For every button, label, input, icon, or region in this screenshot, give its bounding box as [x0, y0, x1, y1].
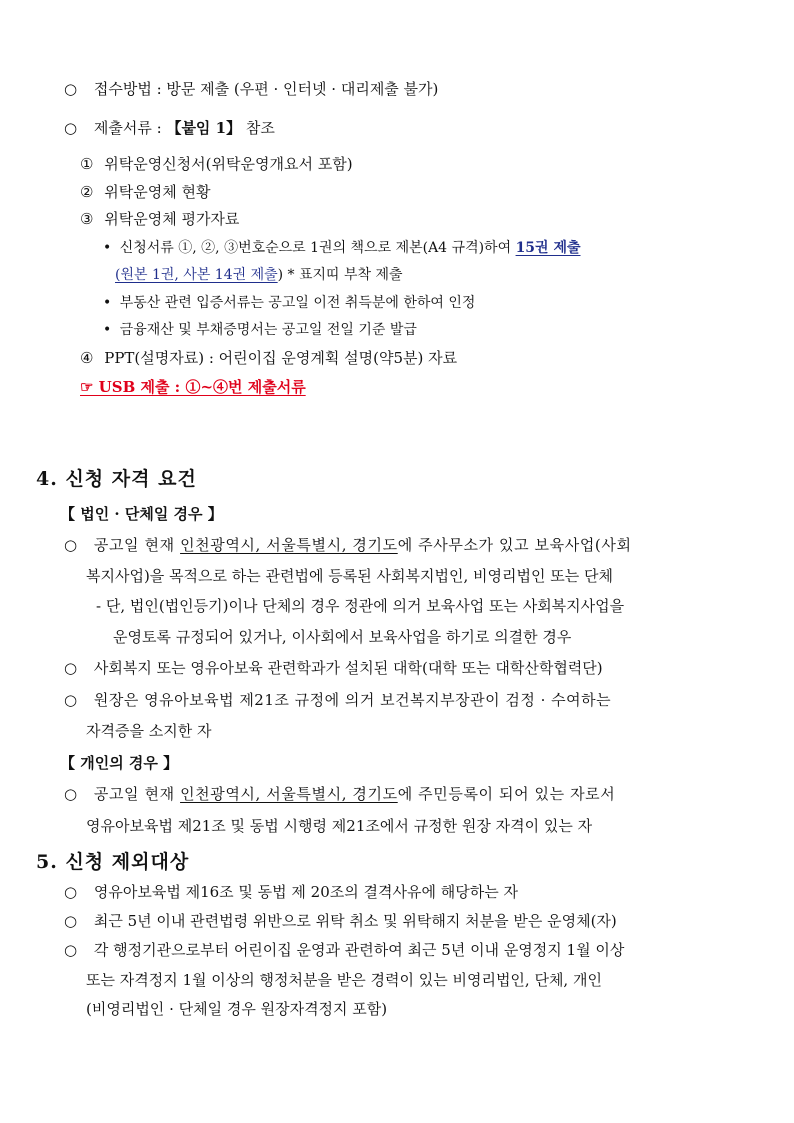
attachment-ref: 【붙임 1】 [166, 119, 242, 137]
excl-bullet-3-line2: 또는 자격정지 1월 이상의 행정처분을 받은 경력이 있는 비영리법인, 단체, 개인 [86, 971, 602, 989]
corp-bullet-3 [64, 689, 611, 710]
corp-bullet-3-text: 원장은 영유아보육법 제21조 규정에 의거 보건복지부장관이 검정 · 수여하는 [93, 691, 612, 709]
corp-b1-post: 에 주사무소가 있고 보육사업(사회 [397, 536, 632, 554]
ind-b1-post: 에 주민등록이 되어 있는 자로서 [397, 785, 616, 803]
doc-item-text: 위탁운영신청서(위탁운영개요서 포함) [104, 155, 353, 173]
sub-item-finance [103, 319, 417, 339]
bullet-circle: ○ [64, 80, 78, 98]
bullet-circle: ○ [64, 119, 78, 137]
doc-item-text: PPT(설명자료) : 어린이집 운영계획 설명(약5분) 자료 [104, 349, 458, 367]
corp-bullet-2 [64, 657, 603, 678]
sub-item-text: 금융재산 및 부채증명서는 공고일 전일 기준 발급 [119, 322, 417, 338]
submit-docs-label: 제출서류 : [93, 119, 167, 137]
corp-bullet-3-line2: 자격증을 소지한 자 [86, 722, 212, 740]
excl-bullet-3-text: 각 행정기관으로부터 어린이집 운영과 관련하여 최근 5년 이내 운영정지 1월 이상 [93, 941, 625, 959]
sub-item-binding-text: 신청서류 ①, ②, ③번호순으로 1권의 책으로 제본(A4 규격)하여 [119, 240, 516, 256]
ind-bullet-1-text [94, 785, 616, 803]
ind-bullet-1-line2: 영유아보육법 제21조 및 동법 시행령 제21조에서 규정한 원장 자격이 있는 자 [86, 817, 593, 835]
doc-item-num: ① [80, 155, 94, 173]
submit-method-text: 접수방법 : 방문 제출 (우편 · 인터넷 · 대리제출 불가) [93, 80, 439, 98]
original-copy-note: (원본 1권, 사본 14권 제출 [115, 267, 278, 283]
corp-bullet-1 [64, 534, 732, 555]
corp-dash-line2: 운영토록 규정되어 있거나, 이사회에서 보육사업을 하기로 의결한 경우 [113, 628, 572, 646]
submit-docs-suffix: 참조 [241, 119, 275, 137]
corp-dash-line1: - 단, 법인(법인등기)이나 단체의 경우 정관에 의거 보육사업 또는 사회복지사업을 [96, 597, 625, 615]
sub-item-binding-cont [115, 264, 403, 284]
corp-b1-pre: 공고일 현재 [93, 536, 181, 554]
cover-band-note: ) * 표지띠 부착 제출 [277, 267, 403, 283]
section-4-title: 4. 신청 자격 요건 [36, 468, 197, 490]
doc-item-num: ③ [80, 210, 94, 228]
doc-item-text: 위탁운영체 현황 [104, 183, 211, 201]
corp-bullet-1-text [94, 536, 632, 554]
submit-method-line [64, 78, 438, 99]
sub-item-text: 부동산 관련 입증서류는 공고일 이전 취득분에 한하여 인정 [119, 295, 476, 311]
region-list: 인천광역시, 서울특별시, 경기도 [180, 536, 398, 554]
corp-bullet-1-line2: 복지사업)을 목적으로 하는 관련법에 등록된 사회복지법인, 비영리법인 또는 단체 [86, 567, 613, 585]
doc-item-num: ② [80, 183, 94, 201]
usb-submission-note: ☞ USB 제출 : ①~④번 제출서류 [80, 378, 306, 396]
excl-bullet-3-line3: (비영리법인 · 단체일 경우 원장자격정지 포함) [86, 1000, 388, 1018]
excl-bullet-3 [64, 939, 624, 960]
doc-item-3 [80, 208, 239, 229]
bullet-circle: ○ [64, 536, 78, 554]
doc-item-2 [80, 181, 210, 202]
copies-count-link: 15권 제출 [515, 240, 581, 256]
ind-b1-pre: 공고일 현재 [93, 785, 181, 803]
region-list: 인천광역시, 서울특별시, 경기도 [180, 785, 398, 803]
doc-item-num: ④ [80, 349, 94, 367]
corp-header: 【 법인 · 단체일 경우 】 [60, 505, 223, 523]
section-5-title: 5. 신청 제외대상 [36, 851, 190, 873]
bullet-dot: • [103, 295, 112, 311]
submit-docs-line [64, 117, 275, 138]
bullet-dot: • [103, 240, 112, 256]
corp-bullet-2-text: 사회복지 또는 영유아보육 관련학과가 설치된 대학(대학 또는 대학산학협력단) [93, 659, 603, 677]
bullet-circle: ○ [64, 659, 78, 677]
excl-bullet-2-text: 최근 5년 이내 관련법령 위반으로 위탁 취소 및 위탁해지 처분을 받은 운영체(자) [93, 912, 617, 930]
ind-bullet-1 [64, 783, 615, 804]
individual-header: 【 개인의 경우 】 [60, 754, 179, 772]
bullet-circle: ○ [64, 785, 78, 803]
doc-item-1 [80, 153, 353, 174]
excl-bullet-1 [64, 881, 518, 902]
bullet-circle: ○ [64, 941, 78, 959]
bullet-dot: • [103, 322, 112, 338]
bullet-circle: ○ [64, 691, 78, 709]
excl-bullet-1-text: 영유아보육법 제16조 및 동법 제 20조의 결격사유에 해당하는 자 [93, 883, 518, 901]
doc-item-4 [80, 347, 457, 368]
bullet-circle: ○ [64, 912, 78, 930]
bullet-circle: ○ [64, 883, 78, 901]
excl-bullet-2 [64, 910, 617, 931]
doc-item-text: 위탁운영체 평가자료 [104, 210, 240, 228]
sub-item-binding [103, 237, 581, 257]
sub-item-realestate [103, 292, 475, 312]
